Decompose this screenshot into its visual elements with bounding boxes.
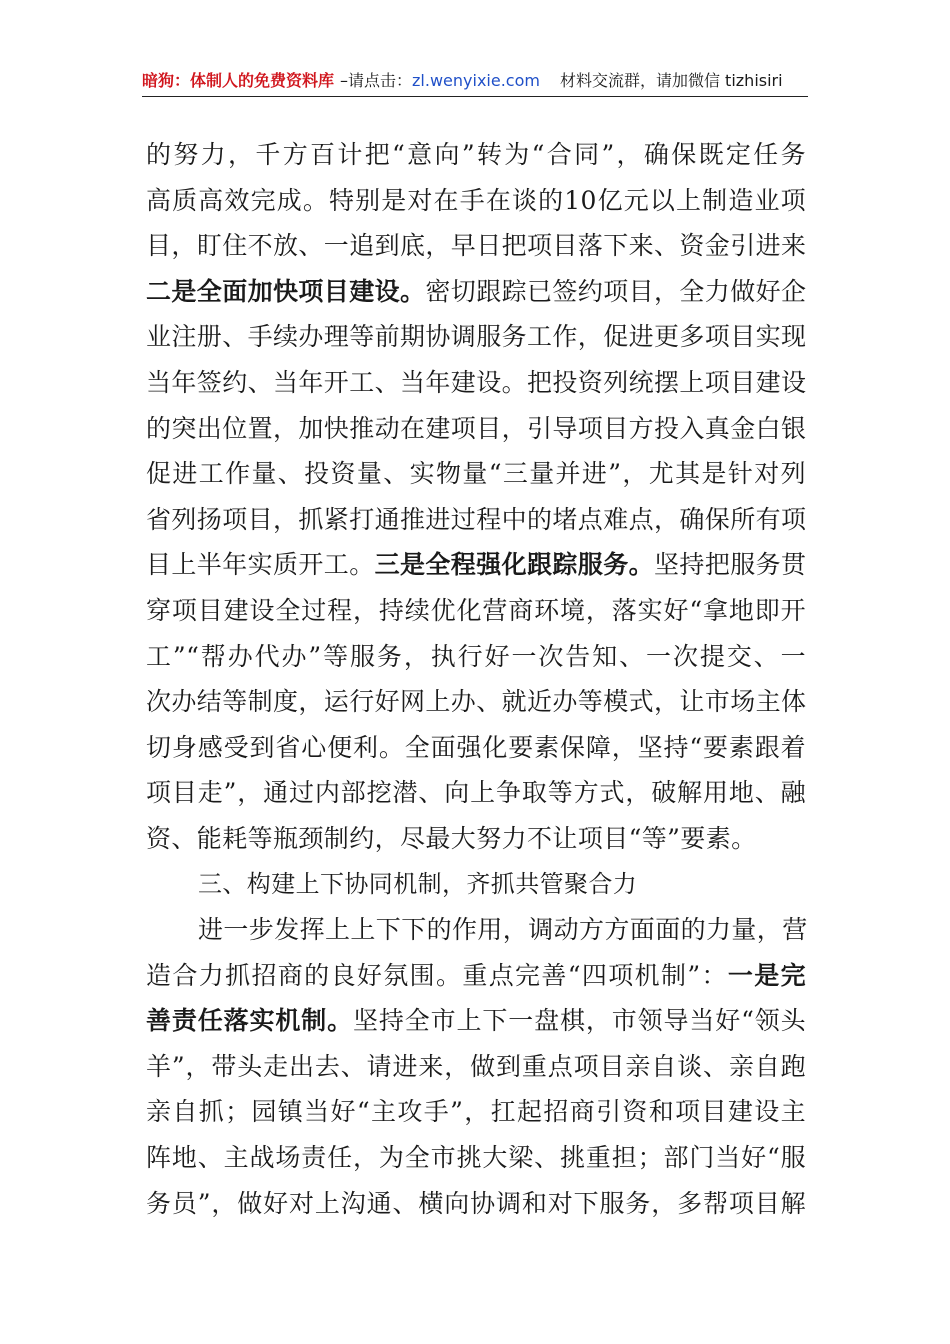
text-line: 省列扬项目，抓紧打通推进过程中的堵点难点，确保所有项 [146,504,807,534]
text-line: 阵地、主战场责任，为全市挑大梁、挑重担；部门当好“服 [146,1143,806,1173]
text-line: 促进工作量、投资量、实物量“三量并进”，尤其是针对列 [146,459,806,489]
text-line: 工”“帮办代办”等服务，执行好一次告知、一次提交、一 [146,641,806,671]
text-line: 高质高效完成。特别是对在手在谈的10亿元以上制造业项 [146,185,806,215]
text-line: 善责任落实机制。坚持全市上下一盘棋，市领导当好“领头 [146,1006,806,1036]
text-line: 次办结等制度，运行好网上办、就近办等模式，让市场主体 [146,687,807,717]
text-line: 目，盯住不放、一追到底，早日把项目落下来、资金引进来 [146,231,807,261]
bold-point: 三是全程强化跟踪服务。 [374,550,655,580]
text-line: 务员”，做好对上沟通、横向协调和对下服务，多帮项目解 [146,1188,806,1218]
body-text [146,132,806,1226]
header-prompt: –请点击： [340,71,413,90]
text-line: 的努力，千方百计把“意向”转为“合同”，确保既定任务 [146,140,806,169]
text-line: 当年签约、当年开工、当年建设。把投资列统摆上项目建设 [146,367,807,397]
text-line: 羊”，带头走出去、请进来，做到重点项目亲自谈、亲自跑 [146,1051,806,1081]
text-line: 资、能耗等瓶颈制约，尽最大努力不让项目“等”要素。 [146,823,757,853]
header-brand: 暗狗：体制人的免费资料库 [142,71,335,90]
text-line: 切身感受到省心便利。全面强化要素保障，坚持“要素跟着 [146,732,806,762]
text-line: 的突出位置，加快推动在建项目，引导项目方投入真金白银 [146,413,807,443]
section-heading: 三、构建上下协同机制，齐抓共管聚合力 [198,869,638,898]
text-line: 穿项目建设全过程，持续优化营商环境，落实好“拿地即开 [146,595,806,625]
text-line: 造合力抓招商的良好氛围。重点完善“四项机制”：一是完 [146,960,806,990]
header-link[interactable]: zl.wenyixie.com [412,71,540,90]
bold-point: 一是完 [727,960,806,990]
text-line: 目上半年实质开工。三是全程强化跟踪服务。坚持把服务贯 [146,550,807,580]
text-line: 二是全面加快项目建设。密切跟踪已签约项目，全力做好企 [146,276,807,306]
text-line: 项目走”，通过内部挖潜、向上争取等方式，破解用地、融 [146,778,806,808]
text-line: 业注册、手续办理等前期协调服务工作，促进更多项目实现 [146,322,807,352]
header-group-info: 材料交流群，请加微信 tizhisiri [559,71,783,90]
text-line: 亲自抓；园镇当好“主攻手”，扛起招商引资和项目建设主 [146,1097,806,1127]
bold-point: 二是全面加快项目建设。 [146,276,426,306]
bold-point: 善责任落实机制。 [146,1006,353,1036]
text-line: 进一步发挥上上下下的作用，调动方方面面的力量，营 [198,915,808,945]
page-header [142,66,808,97]
